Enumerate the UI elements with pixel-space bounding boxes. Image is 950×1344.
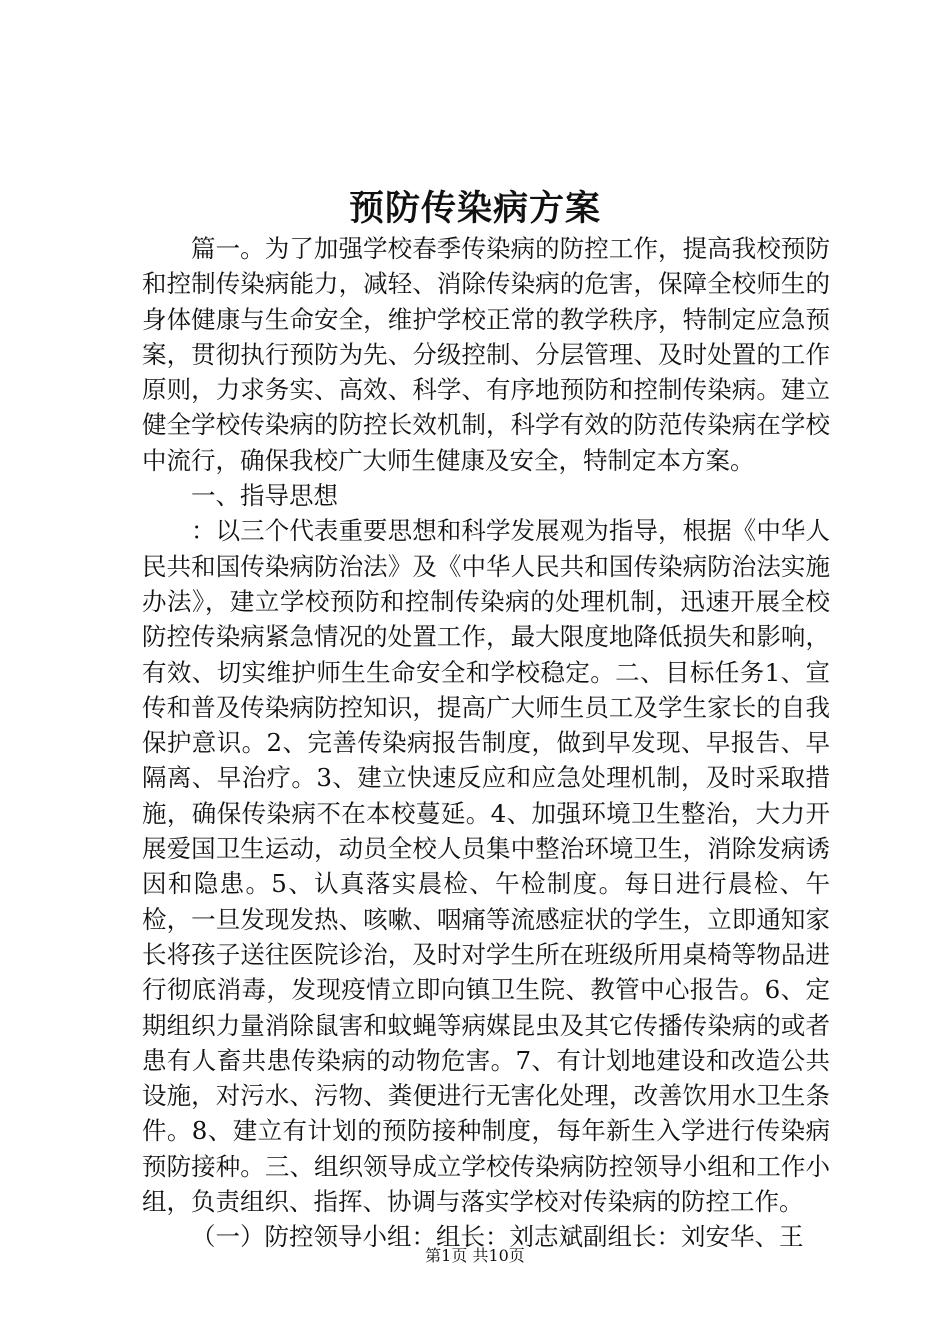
- paragraph-intro: 篇一。为了加强学校春季传染病的防控工作，提高我校预防和控制传染病能力，减轻、消除传染病的危害，保障全校师生的身体健康与生命安全，维护学校正常的教学秩序，特制定应急预案，贯彻执行预防为先、分级控制、分层管理、及时处置的工作原则，力求务实、高效、科学、有序地预防和控制传染病。建立健全学校传染病的防控长效机制，科学有效的防范传染病在学校中流行，确保我校广大师生健康及安全，特制定本方案。: [142, 234, 830, 475]
- paragraph-leadership-group: （一）防控领导小组：组长：刘志斌副组长：刘安华、王: [191, 1222, 804, 1252]
- paragraph-heading-guiding-thought: 一、指导思想: [191, 481, 338, 511]
- document-title: 预防传染病方案: [348, 188, 601, 229]
- paragraph-guiding-content: ：以三个代表重要思想和科学发展观为指导，根据《中华人民共和国传染病防治法》及《中华人民共和国传染病防治法实施办法》，建立学校预防和控制传染病的处理机制，迅速开展全校防控传染病紧急情况的处置工作，最大限度地降低损失和影响，有效、切实维护师生生命安全和学校稳定。二、目标任务1、宣传和普及传染病防控知识，提高广大师生员工及学生家长的自我保护意识。2、完善传染病报告制度，做到早发现、早报告、早隔离、早治疗。3、建立快速反应和应急处理机制，及时采取措施，确保传染病不在本校蔓延。4、加强环境卫生整治，大力开展爱国卫生运动，动员全校人员集中整治环境卫生，消除发病诱因和隐患。5、认真落实晨检、午检制度。每日进行晨检、午检，一旦发现发热、咳嗽、咽痛等流感症状的学生，立即通知家长将孩子送往医院诊治，及时对学生所在班级所用桌椅等物品进行彻底消毒，发现疫情立即向镇卫生院、教管中心报告。6、定期组织力量消除鼠害和蚊蝇等病媒昆虫及其它传播传染病的或者患有人畜共患传染病的动物危害。7、有计划地建设和改造公共设施，对污水、污物、粪便进行无害化处理，改善饮用水卫生条件。8、建立有计划的预防接种制度，每年新生入学进行传染病预防接种。三、组织领导成立学校传染病防控领导小组和工作小组，负责组织、指挥、协调与落实学校对传染病的防控工作。: [142, 516, 830, 1217]
- document-body: [142, 231, 830, 1255]
- page-footer: 第1页 共10页: [425, 1246, 525, 1265]
